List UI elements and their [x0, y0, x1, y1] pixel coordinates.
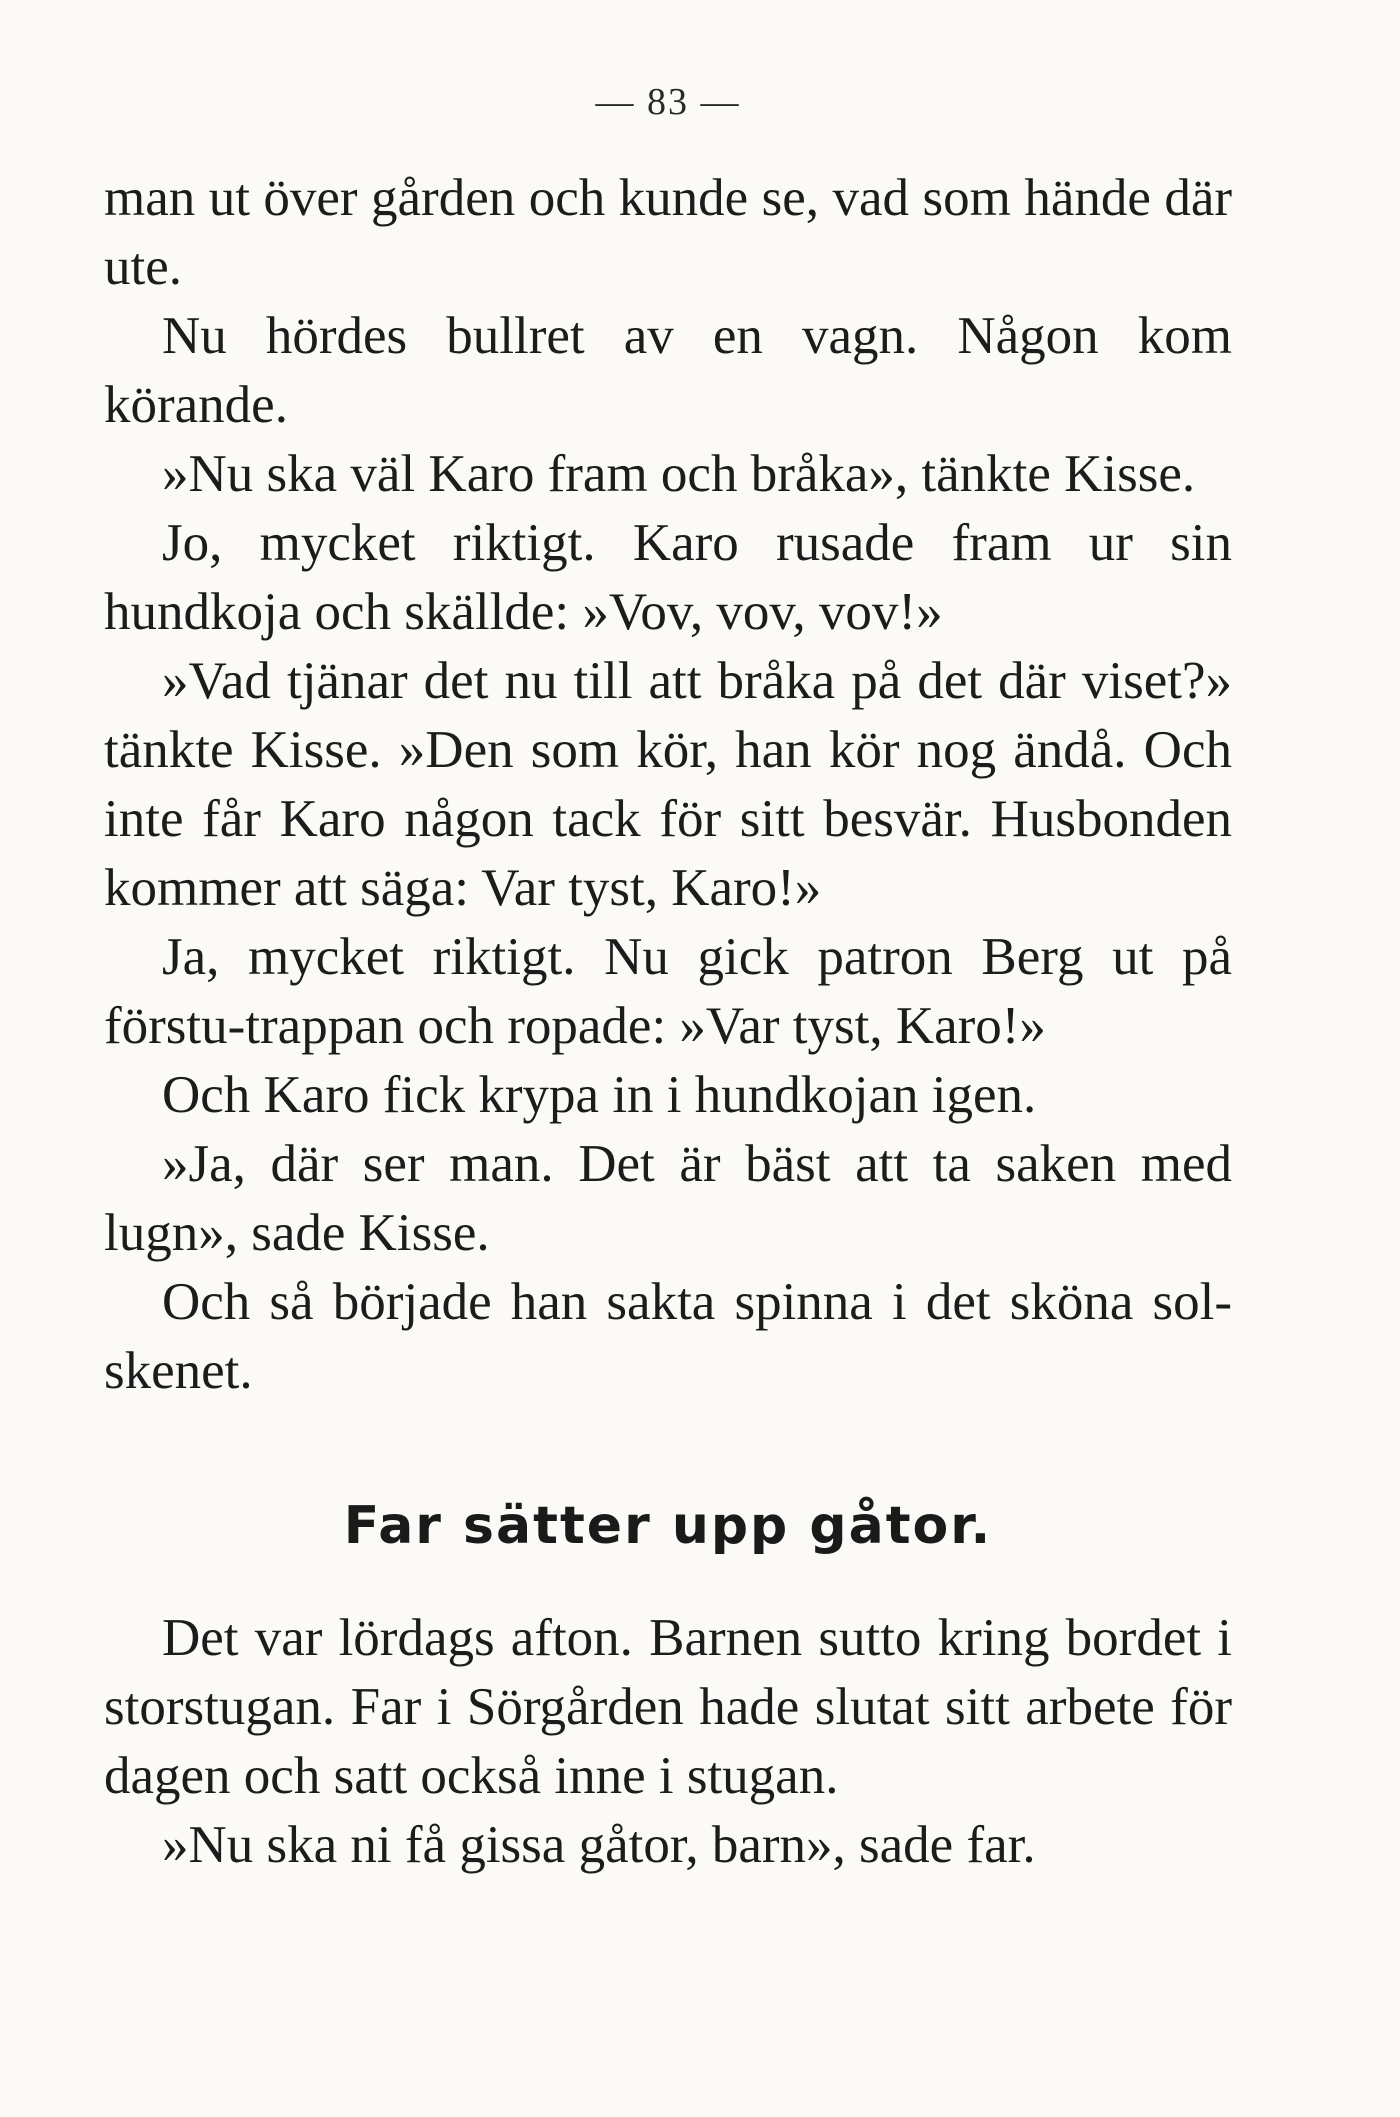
paragraph: »Ja, där ser man. Det är bäst att ta saken med lugn», sade Kisse. [104, 1135, 1232, 1262]
paragraph: Och så började han sakta spinna i det sköna sol-skenet. [104, 1273, 1232, 1400]
paragraph: »Nu ska väl Karo fram och bråka», tänkte Kisse. [162, 445, 1196, 503]
paragraph: »Nu ska ni få gissa gåtor, barn», sade far. [162, 1816, 1036, 1874]
chapter-heading: Far sätter upp gåtor. [343, 1496, 993, 1556]
paragraph: Nu hördes bullret av en vagn. Någon kom körande. [104, 307, 1232, 434]
page-number: — 83 — [595, 81, 741, 123]
paragraph: Och Karo fick krypa in i hundkojan igen. [162, 1066, 1037, 1124]
paragraph: »Vad tjänar det nu till att bråka på det där viset?» tänkte Kisse. »Den som kör, han kör nog ändå. Och inte får Karo någon tack för sitt besvär. Husbonden kommer att säga: Var tyst, Karo!» [104, 652, 1232, 917]
paragraph: man ut över gården och kunde se, vad som hände där ute. [104, 169, 1232, 296]
paragraph: Det var lördags afton. Barnen sutto kring bordet i storstugan. Far i Sörgården hade slutat sitt arbete för dagen och satt också inne i stugan. [104, 1609, 1232, 1805]
paragraph: Jo, mycket riktigt. Karo rusade fram ur sin hundkoja och skällde: »Vov, vov, vov!» [104, 514, 1232, 641]
paragraph: Ja, mycket riktigt. Nu gick patron Berg ut på förstu-trappan och ropade: »Var tyst, Karo!» [104, 928, 1232, 1055]
